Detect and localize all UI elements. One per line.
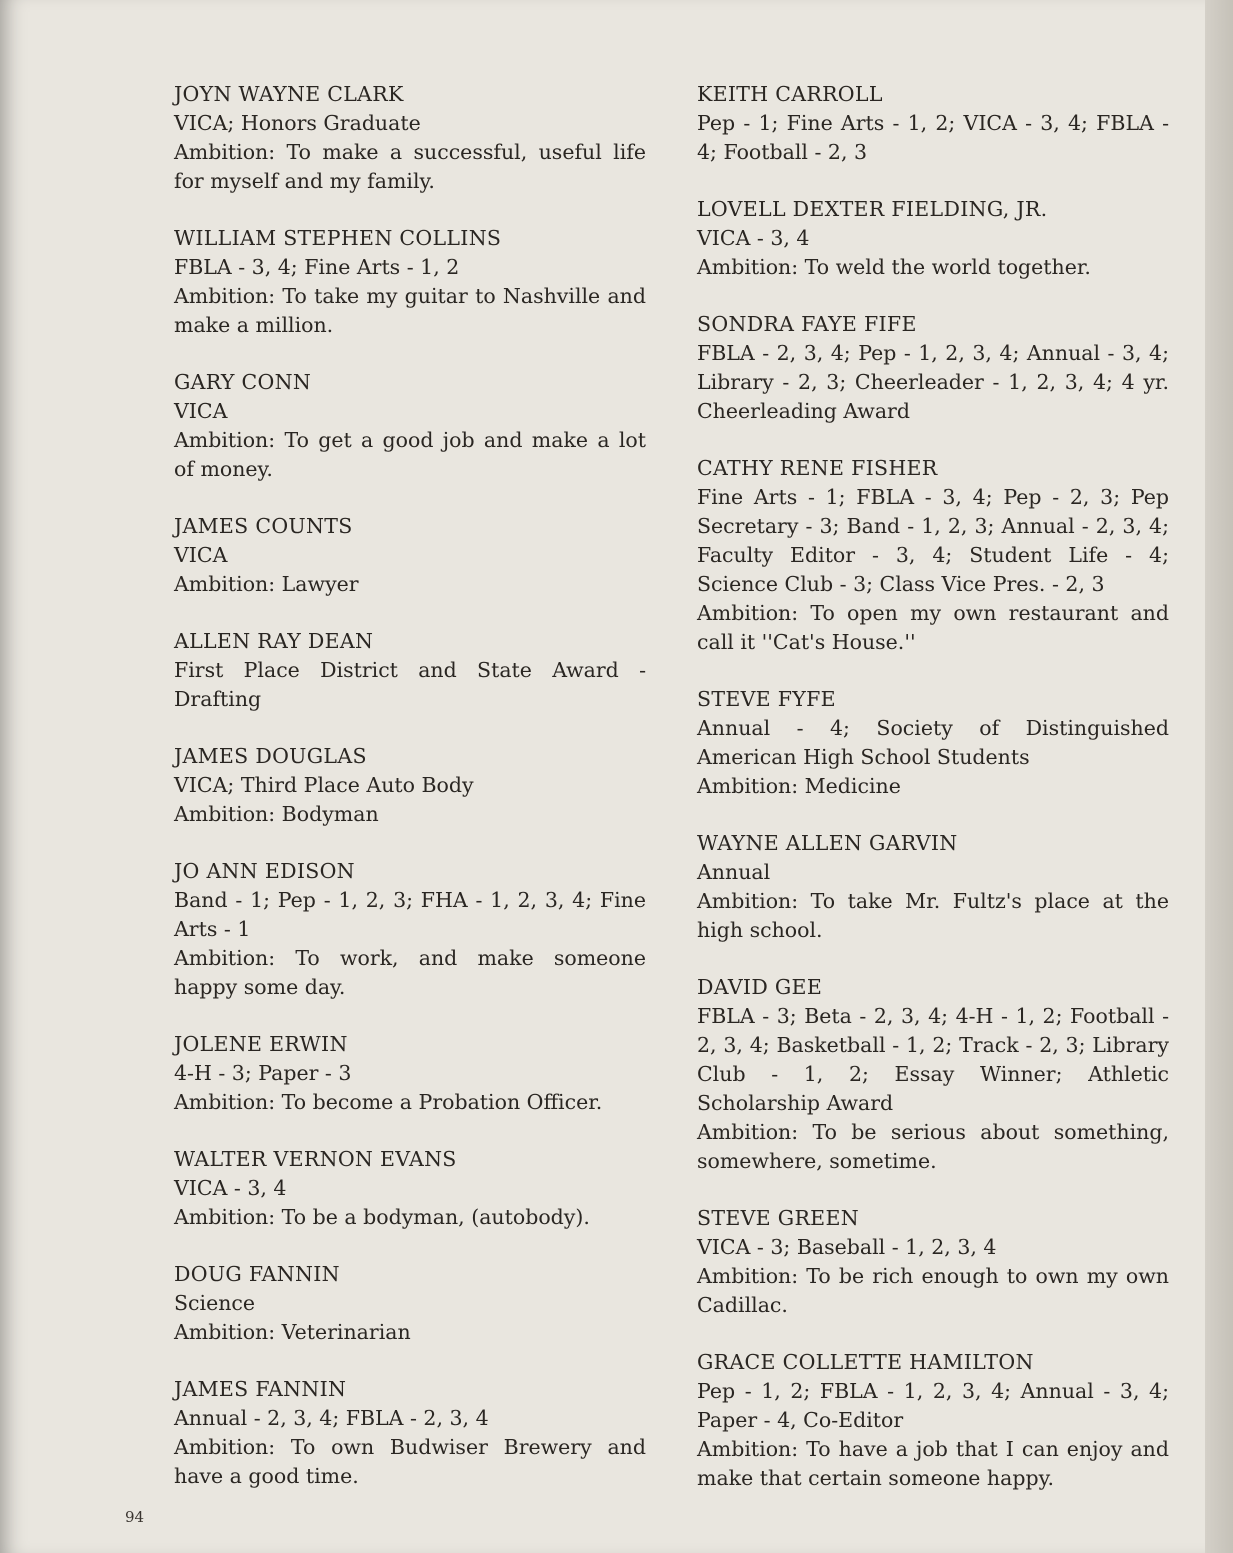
senior-entry — [697, 310, 1169, 426]
senior-detail-line: Ambition: Bodyman — [174, 802, 379, 826]
senior-entry — [174, 742, 646, 829]
senior-detail-line: Ambition: To take Mr. Fultz's place at the high school. — [697, 889, 1169, 942]
senior-entry — [697, 973, 1169, 1176]
senior-detail-line: First Place District and State Award - Drafting — [174, 658, 646, 711]
senior-entry — [697, 685, 1169, 801]
senior-detail-line: VICA - 3, 4 — [697, 226, 810, 250]
senior-detail-line: Ambition: To make a successful, useful life for myself and my family. — [174, 140, 646, 193]
senior-name: JOYN WAYNE CLARK — [174, 82, 404, 106]
senior-detail-line: FBLA - 3; Beta - 2, 3, 4; 4-H - 1, 2; Football - 2, 3, 4; Basketball - 1, 2; Track - 2, 3; Library Club - 1, 2; Essay Winner; Athletic Scholarship Award — [697, 1004, 1169, 1115]
senior-entry — [174, 627, 646, 714]
page-gutter — [1205, 0, 1233, 1553]
senior-detail-line: VICA — [174, 543, 228, 567]
senior-name: DAVID GEE — [697, 975, 823, 999]
senior-entry — [697, 1348, 1169, 1493]
senior-entry — [174, 1030, 646, 1117]
senior-name: STEVE FYFE — [697, 687, 836, 711]
senior-name: WAYNE ALLEN GARVIN — [697, 831, 958, 855]
senior-detail-line: Pep - 1, 2; FBLA - 1, 2, 3, 4; Annual - 3, 4; Paper - 4, Co-Editor — [697, 1379, 1169, 1432]
senior-detail-line: Pep - 1; Fine Arts - 1, 2; VICA - 3, 4; FBLA - 4; Football - 2, 3 — [697, 111, 1169, 164]
left-column — [174, 80, 646, 1519]
senior-name: DOUG FANNIN — [174, 1262, 340, 1286]
senior-name: JAMES FANNIN — [174, 1377, 347, 1401]
senior-detail-line: Annual - 2, 3, 4; FBLA - 2, 3, 4 — [174, 1406, 489, 1430]
senior-name: JO ANN EDISON — [174, 859, 355, 883]
senior-detail-line: Ambition: To own Budwiser Brewery and have a good time. — [174, 1435, 646, 1488]
senior-detail-line: Ambition: To take my guitar to Nashville and make a million. — [174, 284, 646, 337]
senior-detail-line: Ambition: To have a job that I can enjoy and make that certain someone happy. — [697, 1437, 1169, 1490]
senior-detail-line: Band - 1; Pep - 1, 2, 3; FHA - 1, 2, 3, 4; Fine Arts - 1 — [174, 888, 646, 941]
senior-detail-line: VICA; Honors Graduate — [174, 111, 421, 135]
senior-detail-line: Ambition: Veterinarian — [174, 1320, 411, 1344]
senior-entry — [174, 80, 646, 196]
senior-entry — [697, 829, 1169, 945]
senior-detail-line: Ambition: To be rich enough to own my own Cadillac. — [697, 1264, 1169, 1317]
senior-entry — [174, 368, 646, 484]
senior-detail-line: VICA - 3, 4 — [174, 1176, 287, 1200]
senior-name: WALTER VERNON EVANS — [174, 1147, 457, 1171]
senior-detail-line: Ambition: To become a Probation Officer. — [174, 1090, 603, 1114]
senior-name: GRACE COLLETTE HAMILTON — [697, 1350, 1034, 1374]
senior-detail-line: Ambition: To be a bodyman, (autobody). — [174, 1205, 590, 1229]
senior-entry — [697, 1204, 1169, 1320]
senior-entry — [174, 512, 646, 599]
senior-detail-line: Ambition: To be serious about something, somewhere, sometime. — [697, 1120, 1169, 1173]
senior-detail-line: Ambition: To weld the world together. — [697, 255, 1091, 279]
senior-entry — [697, 454, 1169, 657]
senior-detail-line: 4-H - 3; Paper - 3 — [174, 1061, 352, 1085]
page-number: 94 — [125, 1508, 145, 1526]
senior-entry — [174, 1375, 646, 1491]
senior-name: SONDRA FAYE FIFE — [697, 312, 917, 336]
senior-entry — [697, 195, 1169, 282]
senior-name: STEVE GREEN — [697, 1206, 859, 1230]
senior-name: LOVELL DEXTER FIELDING, JR. — [697, 197, 1048, 221]
senior-detail-line: FBLA - 2, 3, 4; Pep - 1, 2, 3, 4; Annual - 3, 4; Library - 2, 3; Cheerleader - 1, 2, 3, 4; 4 yr. Cheerleading Award — [697, 341, 1169, 423]
senior-name: JOLENE ERWIN — [174, 1032, 348, 1056]
senior-name: ALLEN RAY DEAN — [174, 629, 374, 653]
senior-detail-line: Ambition: To get a good job and make a lot of money. — [174, 428, 646, 481]
senior-entry — [174, 224, 646, 340]
senior-detail-line: FBLA - 3, 4; Fine Arts - 1, 2 — [174, 255, 460, 279]
senior-detail-line: Ambition: Medicine — [697, 774, 901, 798]
senior-detail-line: Ambition: Lawyer — [174, 572, 359, 596]
senior-name: WILLIAM STEPHEN COLLINS — [174, 226, 502, 250]
senior-detail-line: Science — [174, 1291, 256, 1315]
senior-entry — [174, 1145, 646, 1232]
senior-entry — [174, 1260, 646, 1347]
senior-detail-line: Ambition: To open my own restaurant and call it ''Cat's House.'' — [697, 601, 1169, 654]
senior-detail-line: VICA — [174, 399, 228, 423]
senior-detail-line: Annual — [697, 860, 771, 884]
senior-detail-line: VICA - 3; Baseball - 1, 2, 3, 4 — [697, 1235, 997, 1259]
senior-detail-line: Ambition: To work, and make someone happy some day. — [174, 946, 646, 999]
senior-detail-line: VICA; Third Place Auto Body — [174, 773, 474, 797]
senior-name: JAMES DOUGLAS — [174, 744, 367, 768]
senior-entry — [697, 80, 1169, 167]
senior-name: GARY CONN — [174, 370, 312, 394]
senior-detail-line: Annual - 4; Society of Distinguished American High School Students — [697, 716, 1169, 769]
senior-name: CATHY RENE FISHER — [697, 456, 938, 480]
senior-name: JAMES COUNTS — [174, 514, 353, 538]
right-column — [697, 80, 1169, 1521]
senior-name: KEITH CARROLL — [697, 82, 883, 106]
senior-detail-line: Fine Arts - 1; FBLA - 3, 4; Pep - 2, 3; Pep Secretary - 3; Band - 1, 2, 3; Annual - 2, 3, 4; Faculty Editor - 3, 4; Student Life - 4; Science Club - 3; Class Vice Pres. - 2, 3 — [697, 485, 1169, 596]
senior-entry — [174, 857, 646, 1002]
